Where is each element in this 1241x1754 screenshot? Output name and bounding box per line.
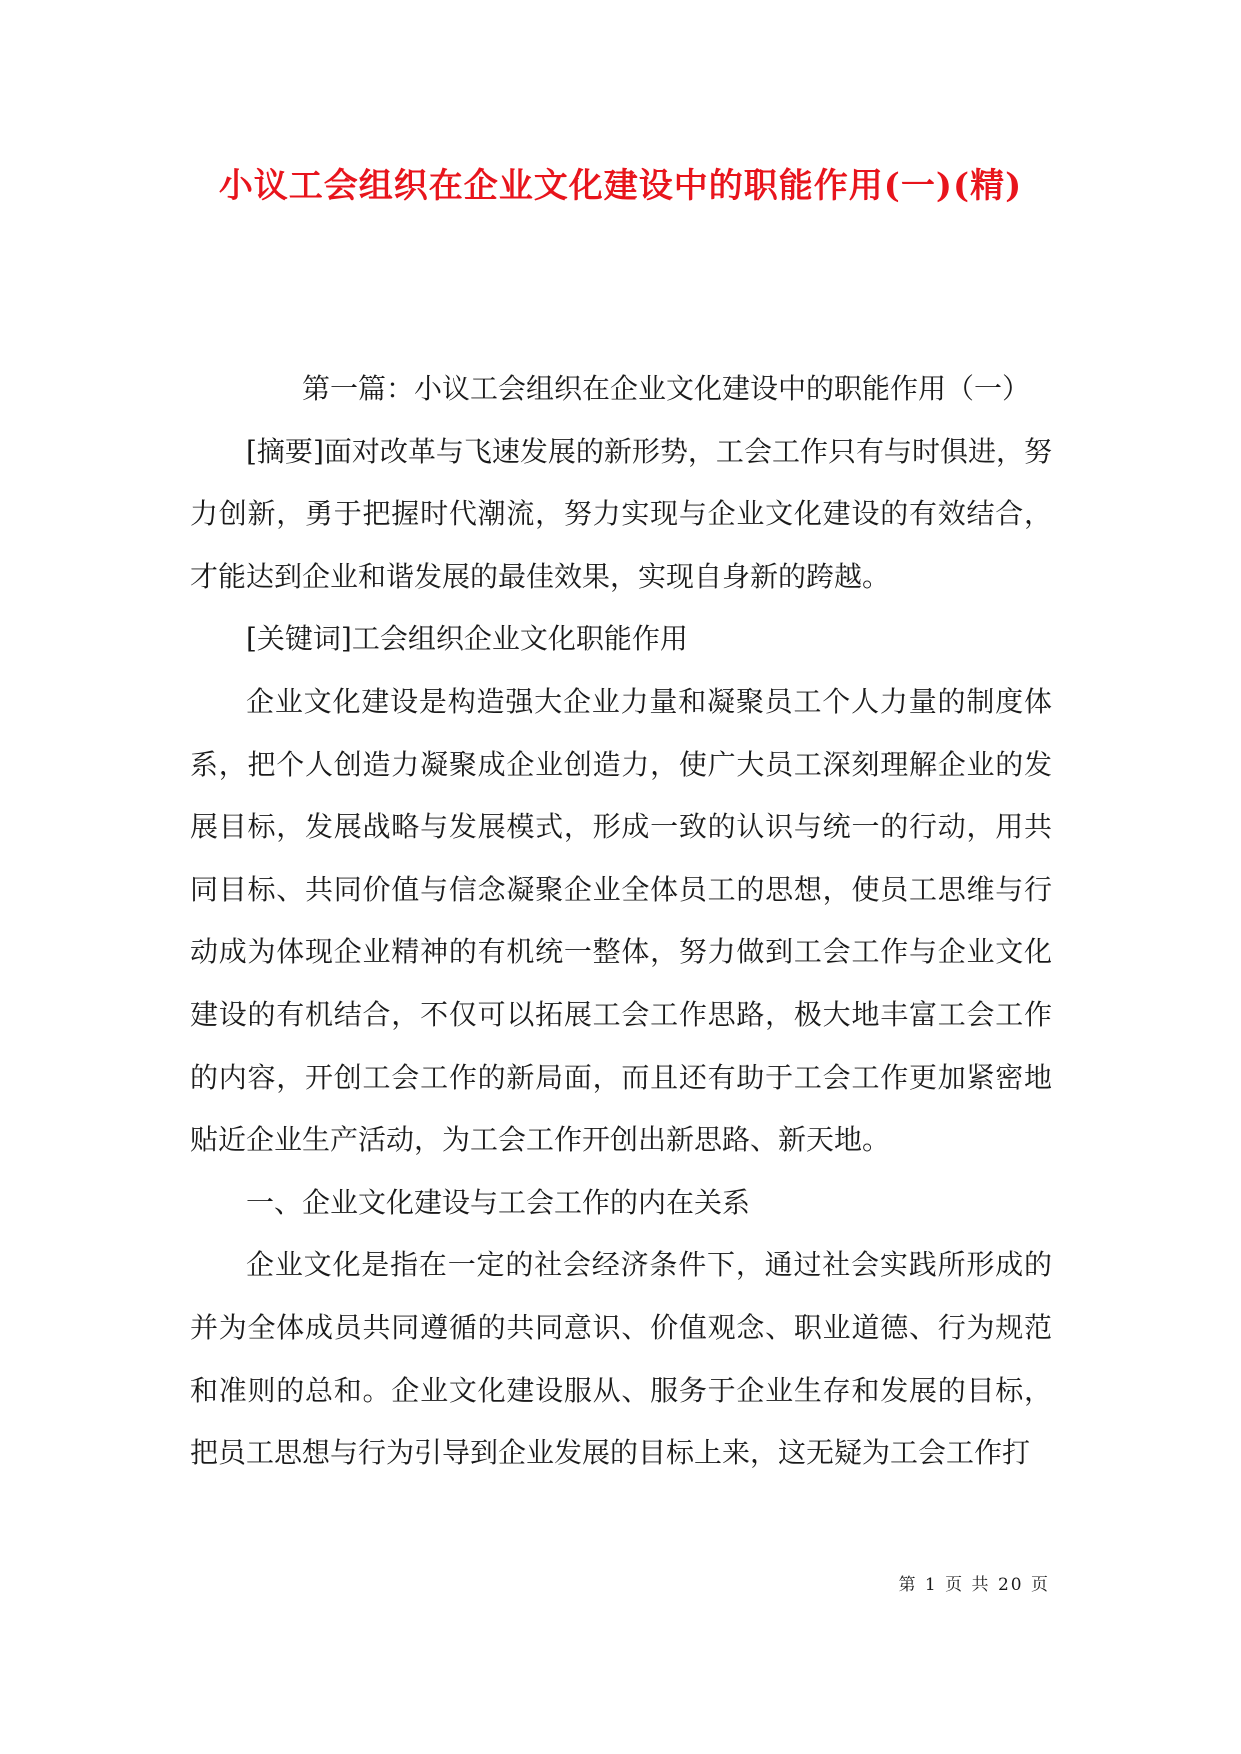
document-body: [190, 358, 1052, 1485]
subsection-heading: 一、企业文化建设与工会工作的内在关系: [246, 1185, 751, 1219]
abstract-paragraph: [摘要]面对改革与飞速发展的新形势，工会工作只有与时俱进，努力创新，勇于把握时代潮流，努力实现与企业文化建设的有效结合，才能达到企业和谐发展的最佳效果，实现自身新的跨越。: [190, 434, 1052, 593]
page-number-footer: 第 1 页 共 20 页: [898, 1575, 1050, 1595]
document-title: 小议工会组织在企业文化建设中的职能作用(一)(精): [218, 166, 1023, 206]
keywords-paragraph: [关键词]工会组织企业文化职能作用: [246, 622, 688, 656]
body-paragraph: 企业文化是指在一定的社会经济条件下，通过社会实践所形成的并为全体成员共同遵循的共同意识、价值观念、职业道德、行为规范和准则的总和。企业文化建设服从、服务于企业生存和发展的目标，把员工思想与行为引导到企业发展的目标上来，这无疑为工会工作打: [190, 1248, 1052, 1470]
body-paragraph: 企业文化建设是构造强大企业力量和凝聚员工个人力量的制度体系，把个人创造力凝聚成企业创造力，使广大员工深刻理解企业的发展目标，发展战略与发展模式，形成一致的认识与统一的行动，用共同目标、共同价值与信念凝聚企业全体员工的思想，使员工思维与行动成为体现企业精神的有机统一整体，努力做到工会工作与企业文化建设的有机结合，不仅可以拓展工会工作思路，极大地丰富工会工作的内容，开创工会工作的新局面，而且还有助于工会工作更加紧密地贴近企业生产活动，为工会工作开创出新思路、新天地。: [190, 684, 1052, 1157]
section-heading: 第一篇：小议工会组织在企业文化建设中的职能作用（一）: [302, 372, 1031, 405]
